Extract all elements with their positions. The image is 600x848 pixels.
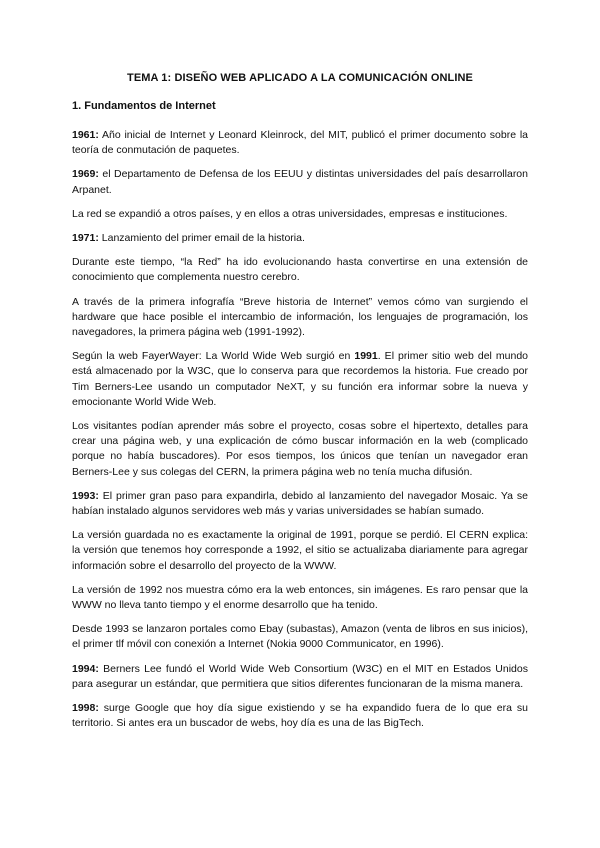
year-label: 1991 xyxy=(354,350,378,363)
paragraph-red-evolution: Durante este tiempo, “la Red” ha ido evolucionando hasta convertirse en una extensión de conocimiento que complementa nuestro cerebro. xyxy=(72,256,528,284)
paragraph-text: Año inicial de Internet y Leonard Kleinrock, del MIT, publicó el primer documento sobre la teoría de conmutación de paquetes. xyxy=(72,129,528,157)
paragraph-text: . El primer sitio web del mundo está almacenado por la W3C, que lo conserva para que recordemos la historia. Fue creado por Tim Berners-Lee usando un computador NeXT, y su función era informar sobre la nueva y emocionante World Wide Web. xyxy=(72,350,529,408)
paragraph-text: el Departamento de Defensa de los EEUU y distintas universidades del país desarrollaron Arpanet. xyxy=(72,168,528,196)
paragraph-portales: Desde 1993 se lanzaron portales como Ebay (subastas), Amazon (venta de libros en sus inicios), el primer tlf móvil con conexión a Internet (Nokia 9000 Communicator, en 1996). xyxy=(72,623,528,651)
paragraph-1961 xyxy=(72,128,528,158)
paragraph-1971 xyxy=(72,231,528,246)
paragraph-1969 xyxy=(72,167,528,197)
year-label: 1961: xyxy=(72,129,99,141)
year-label: 1993: xyxy=(72,489,99,502)
paragraph-infografia: A través de la primera infografía “Breve historia de Internet” vemos cómo van surgiendo el hardware que hace posible el intercambio de información, los lenguajes de programación, los navegadores, la primera página web (1991-1992). xyxy=(72,295,528,339)
paragraph-version-1992: La versión de 1992 nos muestra cómo era la web entonces, sin imágenes. Es raro pensar que la WWW no lleva tanto tiempo y el enorme desarrollo que ha tenido. xyxy=(72,583,528,612)
year-label: 1998: xyxy=(72,702,99,715)
paragraph-text: El primer gran paso para expandirla, debido al lanzamiento del navegador Mosaic. Ya se habían instalado algunos servidores web más y varias universidades se habían sumado. xyxy=(72,489,528,518)
paragraph-1994 xyxy=(72,662,528,692)
paragraph-text: surge Google que hoy día sigue existiendo y se ha expandido fuera de lo que era su territorio. Si antes era un buscador de webs, hoy día es una de las BigTech. xyxy=(72,702,528,730)
paragraph-text: Berners Lee fundó el World Wide Web Consortium (W3C) en el MIT en Estados Unidos para asegurar un estándar, que permitiera que sitios diferentes funcionaran de la misma manera. xyxy=(72,662,528,690)
year-label: 1971: xyxy=(72,232,99,245)
year-label: 1994: xyxy=(72,662,99,675)
paragraph-text: Según la web FayerWayer: La World Wide Web surgió en xyxy=(72,350,355,363)
year-label: 1969: xyxy=(72,168,99,181)
section-heading: 1. Fundamentos de Internet xyxy=(72,100,216,112)
paragraph-1993 xyxy=(72,489,528,519)
paragraph-1991 xyxy=(72,349,528,410)
paragraph-text: Lanzamiento del primer email de la historia. xyxy=(98,232,305,245)
document-title: TEMA 1: DISEÑO WEB APLICADO A LA COMUNICACIÓN ONLINE xyxy=(127,72,473,84)
paragraph-expansion: La red se expandió a otros países, y en ellos a otras universidades, empresas e instituciones. xyxy=(72,207,508,220)
paragraph-visitantes: Los visitantes podían aprender más sobre el proyecto, cosas sobre el hipertexto, detalles para crear una página web, y una explicación de cómo buscar información en la web (complicado porque no había buscadores). Por esos tiempos, los únicos que tenían un navegador eran Berners-Lee y sus colegas del CERN, la primera página web no tenía mucha difusión. xyxy=(72,420,528,478)
paragraph-1998 xyxy=(72,701,528,731)
paragraph-version-guardada: La versión guardada no es exactamente la original de 1991, porque se perdió. El CERN explica: la versión que tenemos hoy corresponde a 1992, el sitio se actualizaba diariamente para agregar información sobre el desarrollo del proyecto de la WWW. xyxy=(72,529,528,572)
